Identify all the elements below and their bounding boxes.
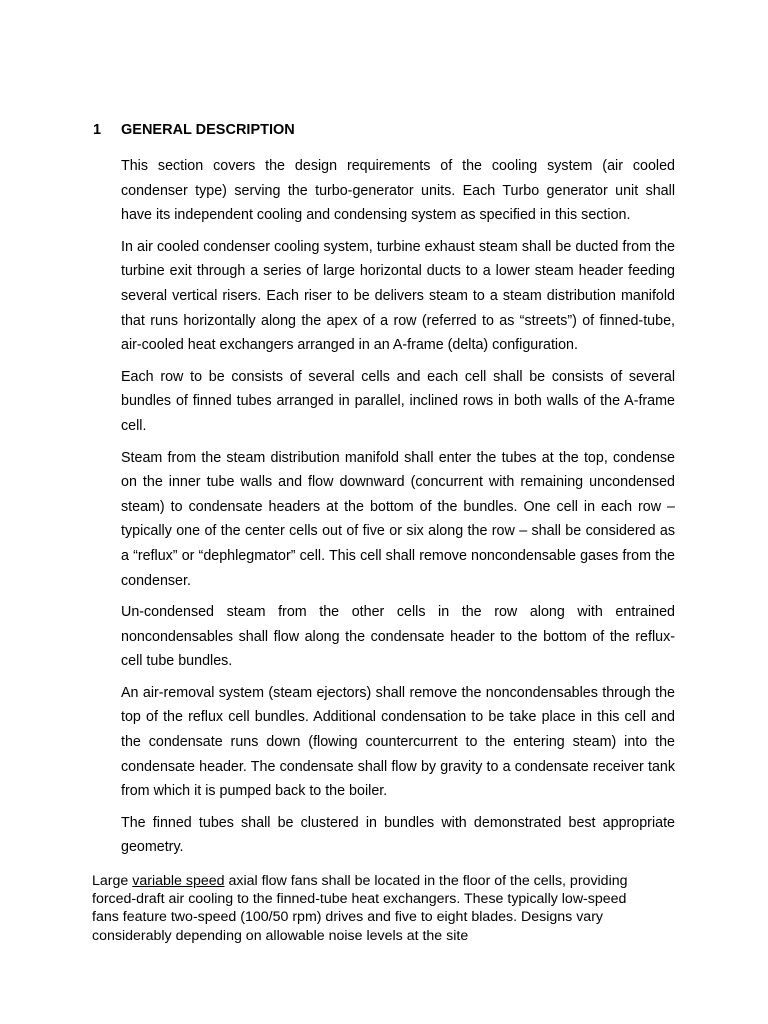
fans-text-before: Large: [92, 873, 133, 889]
paragraph-air-removal: An air-removal system (steam ejectors) shall remove the noncondensables through the top of the reflux cell bundles. Additional condensation to be take place in this cell and the condensate runs down (flowing countercurrent to the entering steam) into the condensate header. The condensate shall flow by gravity to a condensate receiver tank from which it is pumped back to the boiler.: [121, 684, 675, 800]
section-body: [121, 154, 675, 867]
paragraph-finned-tubes: The finned tubes shall be clustered in bundles with demonstrated best appropriate geometry.: [121, 814, 675, 856]
paragraph-row-cells: Each row to be consists of several cells and each cell shall be consists of several bundles of finned tubes arranged in parallel, inclined rows in both walls of the A-frame cell.: [121, 368, 675, 434]
section-number: 1: [93, 122, 102, 138]
fans-text-after: axial flow fans shall be located in the floor of the cells, providing forced-draft air cooling to the finned-tube heat exchangers. These typically low-speed fans feature two-speed (100/50 rpm) drives and five to eight blades. Designs vary considerably depending on allowable noise levels at the site: [92, 873, 628, 944]
section-title: GENERAL DESCRIPTION: [121, 122, 295, 138]
paragraph-fans: [92, 872, 652, 945]
paragraph-uncondensed-steam: Un-condensed steam from the other cells in the row along with entrained noncondensables shall flow along the condensate header to the bottom of the reflux-cell tube bundles.: [121, 604, 675, 670]
section-heading: [93, 122, 295, 138]
paragraph-condensation: Steam from the steam distribution manifold shall enter the tubes at the top, condense on the inner tube walls and flow downward (concurrent with remaining uncondensed steam) to condensate headers at the bottom of the bundles. One cell in each row – typically one of the center cells out of five or six along the row – shall be considered as a “reflux” or “dephlegmator” cell. This cell shall remove noncondensable gases from the condenser.: [121, 449, 675, 589]
fans-text-underlined: variable speed: [132, 873, 225, 889]
paragraph-steam-ducting: In air cooled condenser cooling system, turbine exhaust steam shall be ducted from the turbine exit through a series of large horizontal ducts to a lower steam header feeding several vertical risers. Each riser to be delivers steam to a steam distribution manifold that runs horizontally along the apex of a row (referred to as “streets”) of finned-tube, air-cooled heat exchangers arranged in an A-frame (delta) configuration.: [121, 238, 675, 354]
paragraph-scope: This section covers the design requirements of the cooling system (air cooled condenser type) serving the turbo-generator units. Each Turbo generator unit shall have its independent cooling and condensing system as specified in this section.: [121, 158, 675, 224]
